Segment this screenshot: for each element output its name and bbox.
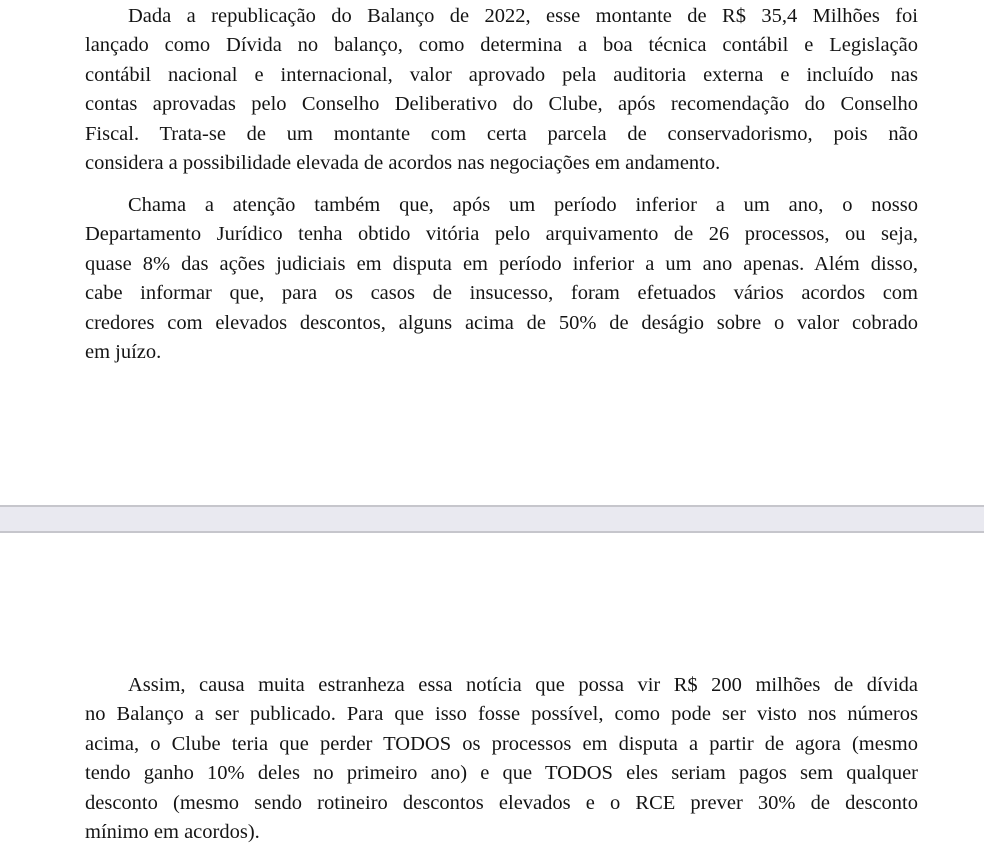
text-line: lançado como Dívida no balanço, como determina a boa técnica contábil e Legislação (85, 34, 918, 57)
text-line: Assim, causa muita estranheza essa notícia que possa vir R$ 200 milhões de dívida (128, 674, 918, 696)
paragraph (85, 2, 918, 178)
text-line: Chama a atenção também que, após um período inferior a um ano, o nosso (128, 194, 918, 216)
text-line: mínimo em acordos). (85, 820, 260, 843)
text-line: contábil nacional e internacional, valor aprovado pela auditoria externa e incluído nas (85, 63, 918, 86)
paragraph (85, 671, 918, 847)
text-line: no Balanço a ser publicado. Para que isso fosse possível, como pode ser visto nos números (85, 703, 918, 726)
page-break-divider (0, 505, 984, 533)
text-line: quase 8% das ações judiciais em disputa em período inferior a um ano apenas. Além disso, (85, 252, 918, 275)
text-line: contas aprovadas pelo Conselho Deliberativo do Clube, após recomendação do Conselho (85, 93, 918, 116)
text-line: desconto (mesmo sendo rotineiro descontos elevados e o RCE prever 30% de desconto (85, 791, 918, 814)
text-line: considera a possibilidade elevada de acordos nas negociações em andamento. (85, 151, 721, 174)
text-line: credores com elevados descontos, alguns acima de 50% de deságio sobre o valor cobrado (85, 311, 918, 334)
text-line: Dada a republicação do Balanço de 2022, esse montante de R$ 35,4 Milhões foi (128, 5, 918, 27)
text-line: acima, o Clube teria que perder TODOS os processos em disputa a partir de agora (mesmo (85, 732, 918, 755)
text-line: Fiscal. Trata-se de um montante com certa parcela de conservadorismo, pois não (85, 122, 918, 145)
text-line: cabe informar que, para os casos de insucesso, foram efetuados vários acordos com (85, 282, 918, 305)
text-line: Departamento Jurídico tenha obtido vitória pelo arquivamento de 26 processos, ou seja, (85, 223, 918, 246)
paragraph (85, 191, 918, 367)
text-line: em juízo. (85, 340, 162, 363)
text-line: tendo ganho 10% deles no primeiro ano) e que TODOS eles seriam pagos sem qualquer (85, 762, 918, 785)
